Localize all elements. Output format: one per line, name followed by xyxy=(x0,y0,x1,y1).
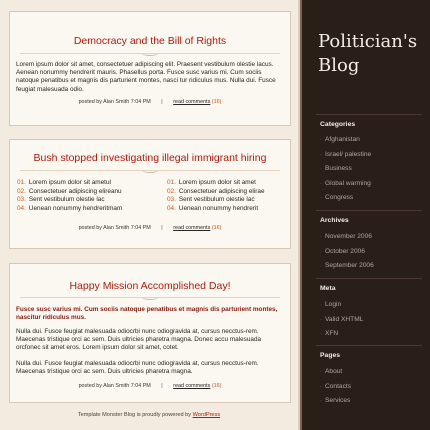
post-title[interactable]: Happy Mission Accomplished Day! xyxy=(69,280,231,292)
footer xyxy=(0,412,298,418)
blog-title-line1: Politician's xyxy=(318,31,418,52)
sidebar-item-contacts[interactable]: · Contacts xyxy=(320,382,352,390)
sidebar-divider xyxy=(316,210,422,211)
sidebar-item-valid-xhtml[interactable]: · Valid XHTML xyxy=(320,315,364,323)
list-item: 01. Lorem ipsum dolor sit amet xyxy=(167,179,256,186)
list-item: 03. Sent vestibulum olestie lac xyxy=(167,196,255,204)
meta-heading: Meta xyxy=(320,285,336,292)
sidebar-divider xyxy=(316,114,422,115)
meta-separator: | xyxy=(161,225,163,231)
footer-text: Template Monster Blog is proudly powered by xyxy=(77,412,193,418)
list-item: 01. Lorem ipsum dolor sit ametul xyxy=(17,179,111,186)
list-item: 04. Uenean nonummy hendrerit xyxy=(167,205,259,213)
archives-list xyxy=(320,230,420,274)
post-body: Lorem ipsum dolor sit amet, consectetuer adipiscing elit. Praesent vestibulum olestie lacus. Aenean nonummy hendrerit mauris. Phasellus porta. Fusce susc varius mi. Cum sociis natoque penatibus et magnis dis parturient montes, nasci tur ridiculus mus. Nulla dui. Fusce feugiat malesuada odio. xyxy=(16,61,276,93)
meta-separator: | xyxy=(161,99,163,105)
post-bush-immigrant xyxy=(9,139,291,249)
comment-count[interactable]: (16) xyxy=(211,383,222,389)
post-author-time: posted by Alan Smith 7:04 PM xyxy=(78,99,151,105)
list-item: 02. Consectetuer adipiscing elirae xyxy=(167,187,265,195)
blog-title-line2: Blog xyxy=(318,55,360,76)
sidebar-divider xyxy=(316,345,422,346)
post-title[interactable]: Bush stopped investigating illegal immigrant hiring xyxy=(33,152,267,164)
meta-separator: | xyxy=(161,383,163,389)
sidebar-item-about[interactable]: · About xyxy=(320,368,343,375)
sidebar-item-september-2006[interactable]: · September 2006 xyxy=(320,262,374,270)
sidebar xyxy=(298,0,430,430)
title-divider xyxy=(20,170,280,171)
sidebar-item-november-2006[interactable]: · November 2006 xyxy=(320,233,372,240)
comment-count[interactable]: (16) xyxy=(211,225,222,231)
comment-count[interactable]: (16) xyxy=(211,99,222,105)
sidebar-divider xyxy=(316,278,422,279)
sidebar-item-login[interactable]: · Login xyxy=(320,301,342,308)
read-comments-link[interactable]: read comments xyxy=(173,225,211,231)
categories-list xyxy=(320,133,420,206)
sidebar-item-afghanistan[interactable]: · Afghanistan xyxy=(320,136,360,143)
post-meta xyxy=(10,225,290,231)
read-comments-link[interactable]: read comments xyxy=(173,99,211,105)
post-democracy xyxy=(9,11,291,126)
post-author-time: posted by Alan Smith 7:04 PM xyxy=(78,225,151,231)
archives-heading: Archives xyxy=(320,217,349,224)
numbered-list-right xyxy=(167,179,291,214)
sidebar-item-global-warming[interactable]: · Global warming xyxy=(320,179,371,187)
post-body: Nulla dui. Fusce feugiat malesuada odiocrbi nunc odiogravida at, cursus necctus-rem. Maecenas tristique orci ac sem. Duis ultricies pharetra magna. xyxy=(16,360,259,376)
list-item: 04. Uenean nonummy hendreritmam xyxy=(17,205,123,213)
blog-title[interactable] xyxy=(318,30,417,78)
post-mission-accomplished xyxy=(9,263,291,403)
sidebar-item-congress[interactable]: · Congress xyxy=(320,194,354,202)
numbered-list-left xyxy=(17,179,141,214)
sidebar-item-services[interactable]: · Services xyxy=(320,397,351,405)
pages-list xyxy=(320,365,420,409)
post-meta xyxy=(10,383,290,389)
sidebar-item-october-2006[interactable]: · October 2006 xyxy=(320,247,365,255)
post-body: Nulla dui. Fusce feugiat malesuada odiocrbi nunc odiogravida at, cursus necctus-rem. Maecenas tristique orci ac sem. Duis ultricies pharetra magna. Donec accu malesuada orcfonec sit amet eros. Lorem ipsum dolor sit amet, cotet. xyxy=(16,328,262,352)
title-divider xyxy=(20,297,280,298)
wordpress-link[interactable]: WordPress xyxy=(192,412,221,418)
sidebar-item-israel-palestine[interactable]: · Israel/ palestine xyxy=(320,150,372,158)
sidebar-item-xfn[interactable]: · XFN xyxy=(320,330,339,338)
post-lead: Fusce susc varius mi. Cum sociis natoque penatibus et magnis dis parturient montes, nascitur ridiculus mus. xyxy=(16,306,278,322)
sidebar-item-business[interactable]: · Business xyxy=(320,165,352,173)
pages-heading: Pages xyxy=(320,352,341,359)
post-meta xyxy=(10,99,290,105)
post-title[interactable]: Democracy and the Bill of Rights xyxy=(73,35,227,47)
title-divider xyxy=(20,53,280,54)
read-comments-link[interactable]: read comments xyxy=(173,383,211,389)
post-author-time: posted by Alan Smith 7:04 PM xyxy=(78,383,151,389)
list-item: 02. Consectetuer adipiscing elireanu xyxy=(17,187,122,195)
meta-list xyxy=(320,298,420,342)
list-item: 03. Sent vestibulum olestie lac xyxy=(17,196,105,204)
categories-heading: Categories xyxy=(320,121,356,128)
